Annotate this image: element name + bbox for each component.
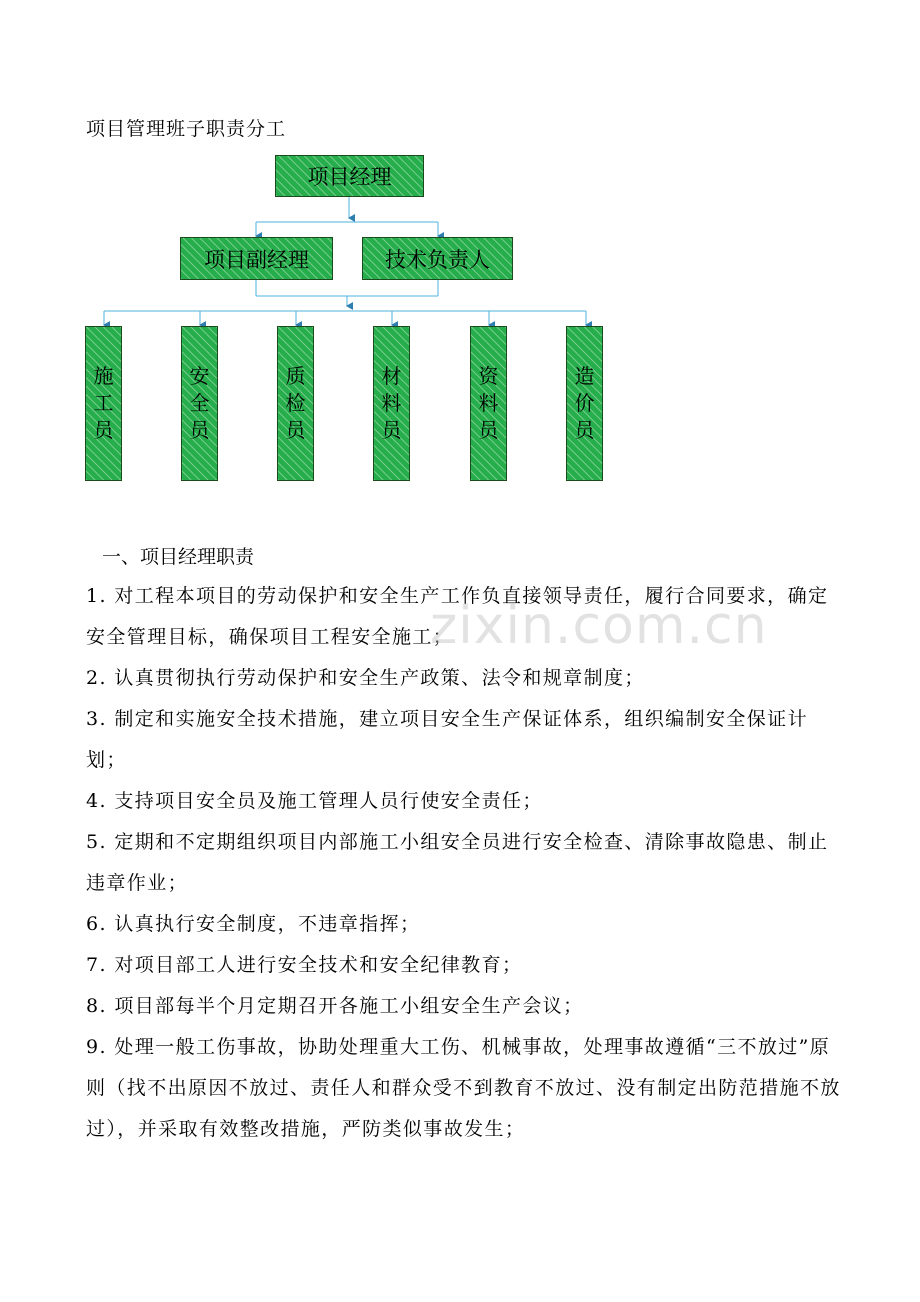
vertical-char: 质	[285, 364, 306, 388]
duty-item-7: 7. 对项目部工人进行安全技术和安全纪律教育；	[86, 954, 523, 976]
duty-list	[86, 576, 846, 1150]
vertical-char: 料	[381, 391, 402, 415]
duty-item-6: 6. 认真执行安全制度，不违章指挥；	[86, 913, 421, 935]
box-technical-lead	[362, 237, 513, 280]
box-documentation-officer	[470, 326, 507, 481]
vertical-char: 造	[574, 364, 595, 388]
duty-item-9: 9. 处理一般工伤事故，协助处理重大工伤、机械事故，处理事故遵循“三不放过”原则（找不出原因不放过、责任人和群众受不到教育不放过、没有制定出防范措施不放过），并采取有效整改措施，严防类似事故发生；	[86, 1036, 841, 1140]
duty-item-1: 1. 对工程本项目的劳动保护和安全生产工作负直接领导责任，履行合同要求，确定安全管理目标，确保项目工程安全施工；	[86, 585, 829, 648]
box-project-manager	[275, 155, 424, 197]
duty-item-4: 4. 支持项目安全员及施工管理人员行使安全责任；	[86, 790, 543, 812]
box-quality-inspector-label	[286, 363, 306, 444]
box-construction-staff-label	[94, 363, 114, 444]
box-deputy-manager-label: 项目副经理	[204, 247, 309, 272]
watermark: zixin.com.cn	[430, 596, 768, 656]
box-materials-officer	[373, 326, 410, 481]
vertical-char: 材	[381, 364, 402, 388]
vertical-char: 员	[189, 418, 210, 442]
vertical-char: 员	[574, 418, 595, 442]
vertical-char: 员	[93, 418, 114, 442]
box-quality-inspector	[277, 326, 314, 481]
box-cost-estimator-label	[575, 363, 595, 444]
vertical-char: 员	[381, 418, 402, 442]
vertical-char: 员	[285, 418, 306, 442]
box-construction-staff	[85, 326, 122, 481]
vertical-char: 价	[574, 391, 595, 415]
section-heading: 一、项目经理职责	[102, 546, 255, 568]
vertical-char: 施	[93, 364, 114, 388]
box-technical-lead-label: 技术负责人	[385, 247, 490, 272]
document-title: 项目管理班子职责分工	[86, 118, 287, 140]
box-documentation-officer-label	[479, 363, 499, 444]
vertical-char: 安	[189, 364, 210, 388]
vertical-char: 料	[478, 391, 499, 415]
duty-item-3: 3. 制定和实施安全技术措施，建立项目安全生产保证体系，组织编制安全保证计划；	[86, 708, 808, 771]
vertical-char: 资	[478, 364, 499, 388]
box-safety-officer-label	[190, 363, 210, 444]
box-materials-officer-label	[382, 363, 402, 444]
duty-item-5: 5. 定期和不定期组织项目内部施工小组安全员进行安全检查、清除事故隐患、制止违章作业；	[86, 831, 829, 894]
duty-item-8: 8. 项目部每半个月定期召开各施工小组安全生产会议；	[86, 995, 584, 1017]
box-project-manager-label: 项目经理	[307, 165, 392, 189]
duty-item-2: 2. 认真贯彻执行劳动保护和安全生产政策、法令和规章制度；	[86, 667, 645, 689]
vertical-char: 全	[189, 391, 210, 415]
vertical-char: 工	[93, 391, 114, 415]
box-safety-officer	[181, 326, 218, 481]
box-deputy-manager	[180, 237, 333, 280]
vertical-char: 检	[285, 391, 306, 415]
vertical-char: 员	[478, 418, 499, 442]
box-cost-estimator	[566, 326, 603, 481]
